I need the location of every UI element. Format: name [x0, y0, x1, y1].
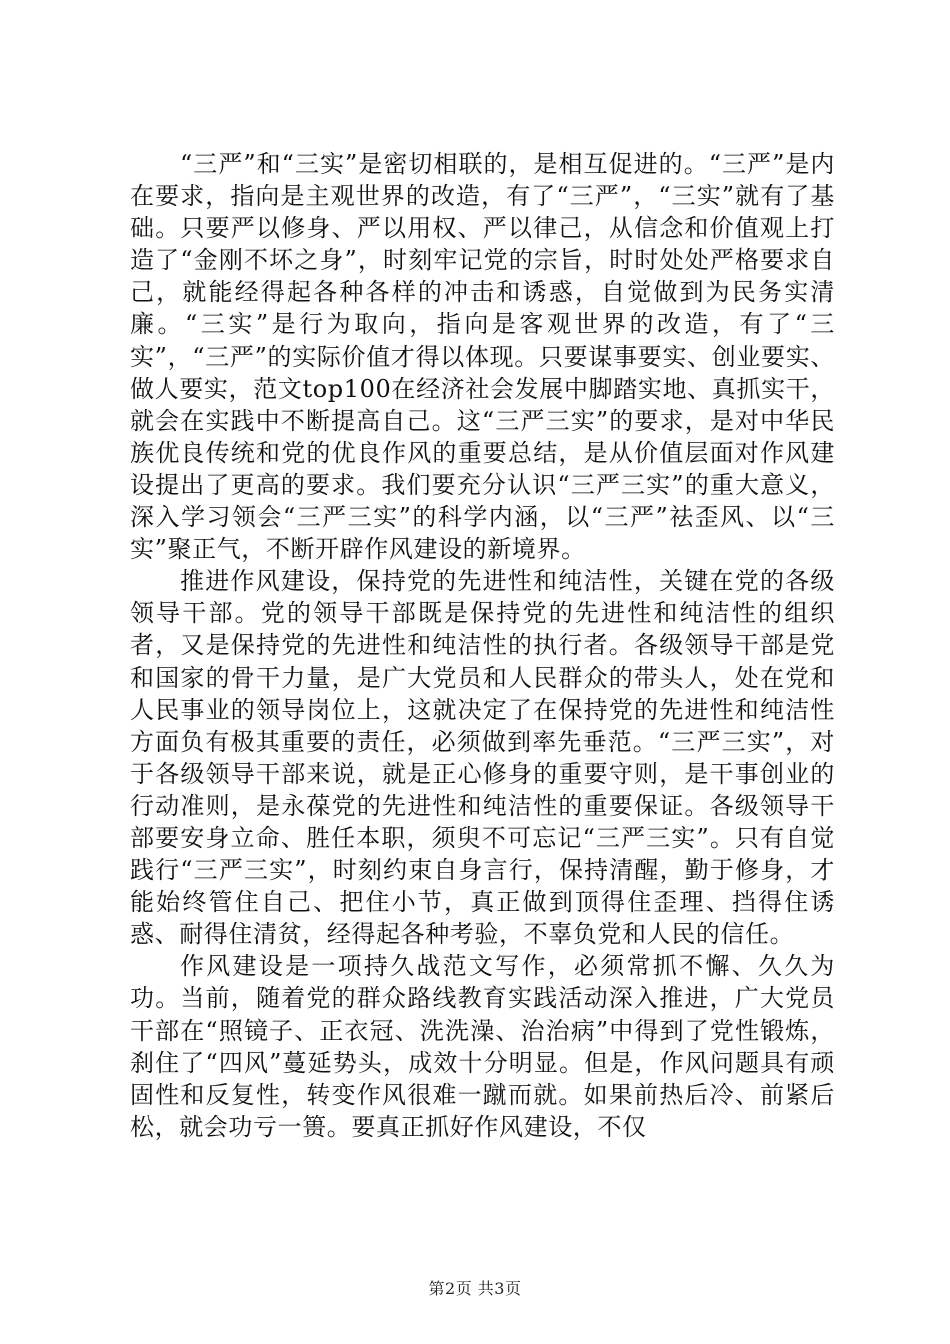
document-body — [130, 148, 835, 1143]
page-footer: 第2页 共3页 — [428, 1279, 522, 1298]
paragraph-persistent-effort: 作风建设是一项持久战范文写作，必须常抓不懈、久久为功。当前，随着党的群众路线教育实践活动深入推进，广大党员干部在“照镜子、正衣冠、洗洗澡、治治病”中得到了党性锻炼，刹住了“四风”蔓延势头，成效十分明显。但是，作风问题具有顽固性和反复性，转变作风很难一蹴而就。如果前热后冷、前紧后松，就会功亏一篑。要真正抓好作风建设，不仅 — [130, 952, 835, 1141]
paragraph-three-strict-three-solid: “三严”和“三实”是密切相联的，是相互促进的。“三严”是内在要求，指向是主观世界的改造，有了“三严”，“三实”就有了基础。只要严以修身、严以用权、严以律己，从信念和价值观上打造了“金刚不坏之身”，时刻牢记党的宗旨，时时处处严格要求自己，就能经得起各种各样的冲击和诱惑，自觉做到为民务实清廉。“三实”是行为取向，指向是客观世界的改造，有了“三实”，“三严”的实际价值才得以体现。只要谋事要实、创业要实、做人要实，范文top100在经济社会发展中脚踏实地、真抓实干，就会在实践中不断提高自己。这“三严三实”的要求，是对中华民族优良传统和党的优良作风的重要总结，是从价值层面对作风建设提出了更高的要求。我们要充分认识“三严三实”的重大意义，深入学习领会“三严三实”的科学内涵，以“三严”祛歪风、以“三实”聚正气，不断开辟作风建设的新境界。 — [130, 150, 835, 564]
paragraph-leading-cadres: 推进作风建设，保持党的先进性和纯洁性，关键在党的各级领导干部。党的领导干部既是保持党的先进性和纯洁性的组织者，又是保持党的先进性和纯洁性的执行者。各级领导干部是党和国家的骨干力量，是广大党员和人民群众的带头人，处在党和人民事业的领导岗位上，这就决定了在保持党的先进性和纯洁性方面负有极其重要的责任，必须做到率先垂范。“三严三实”，对于各级领导干部来说，就是正心修身的重要守则，是干事创业的行动准则，是永葆党的先进性和纯洁性的重要保证。各级领导干部要安身立命、胜任本职，须臾不可忘记“三严三实”。只有自觉践行“三严三实”，时刻约束自身言行，保持清醒，勤于修身，才能始终管住自己、把住小节，真正做到顶得住歪理、挡得住诱惑、耐得住清贫，经得起各种考验，不辜负党和人民的信任。 — [130, 567, 835, 949]
